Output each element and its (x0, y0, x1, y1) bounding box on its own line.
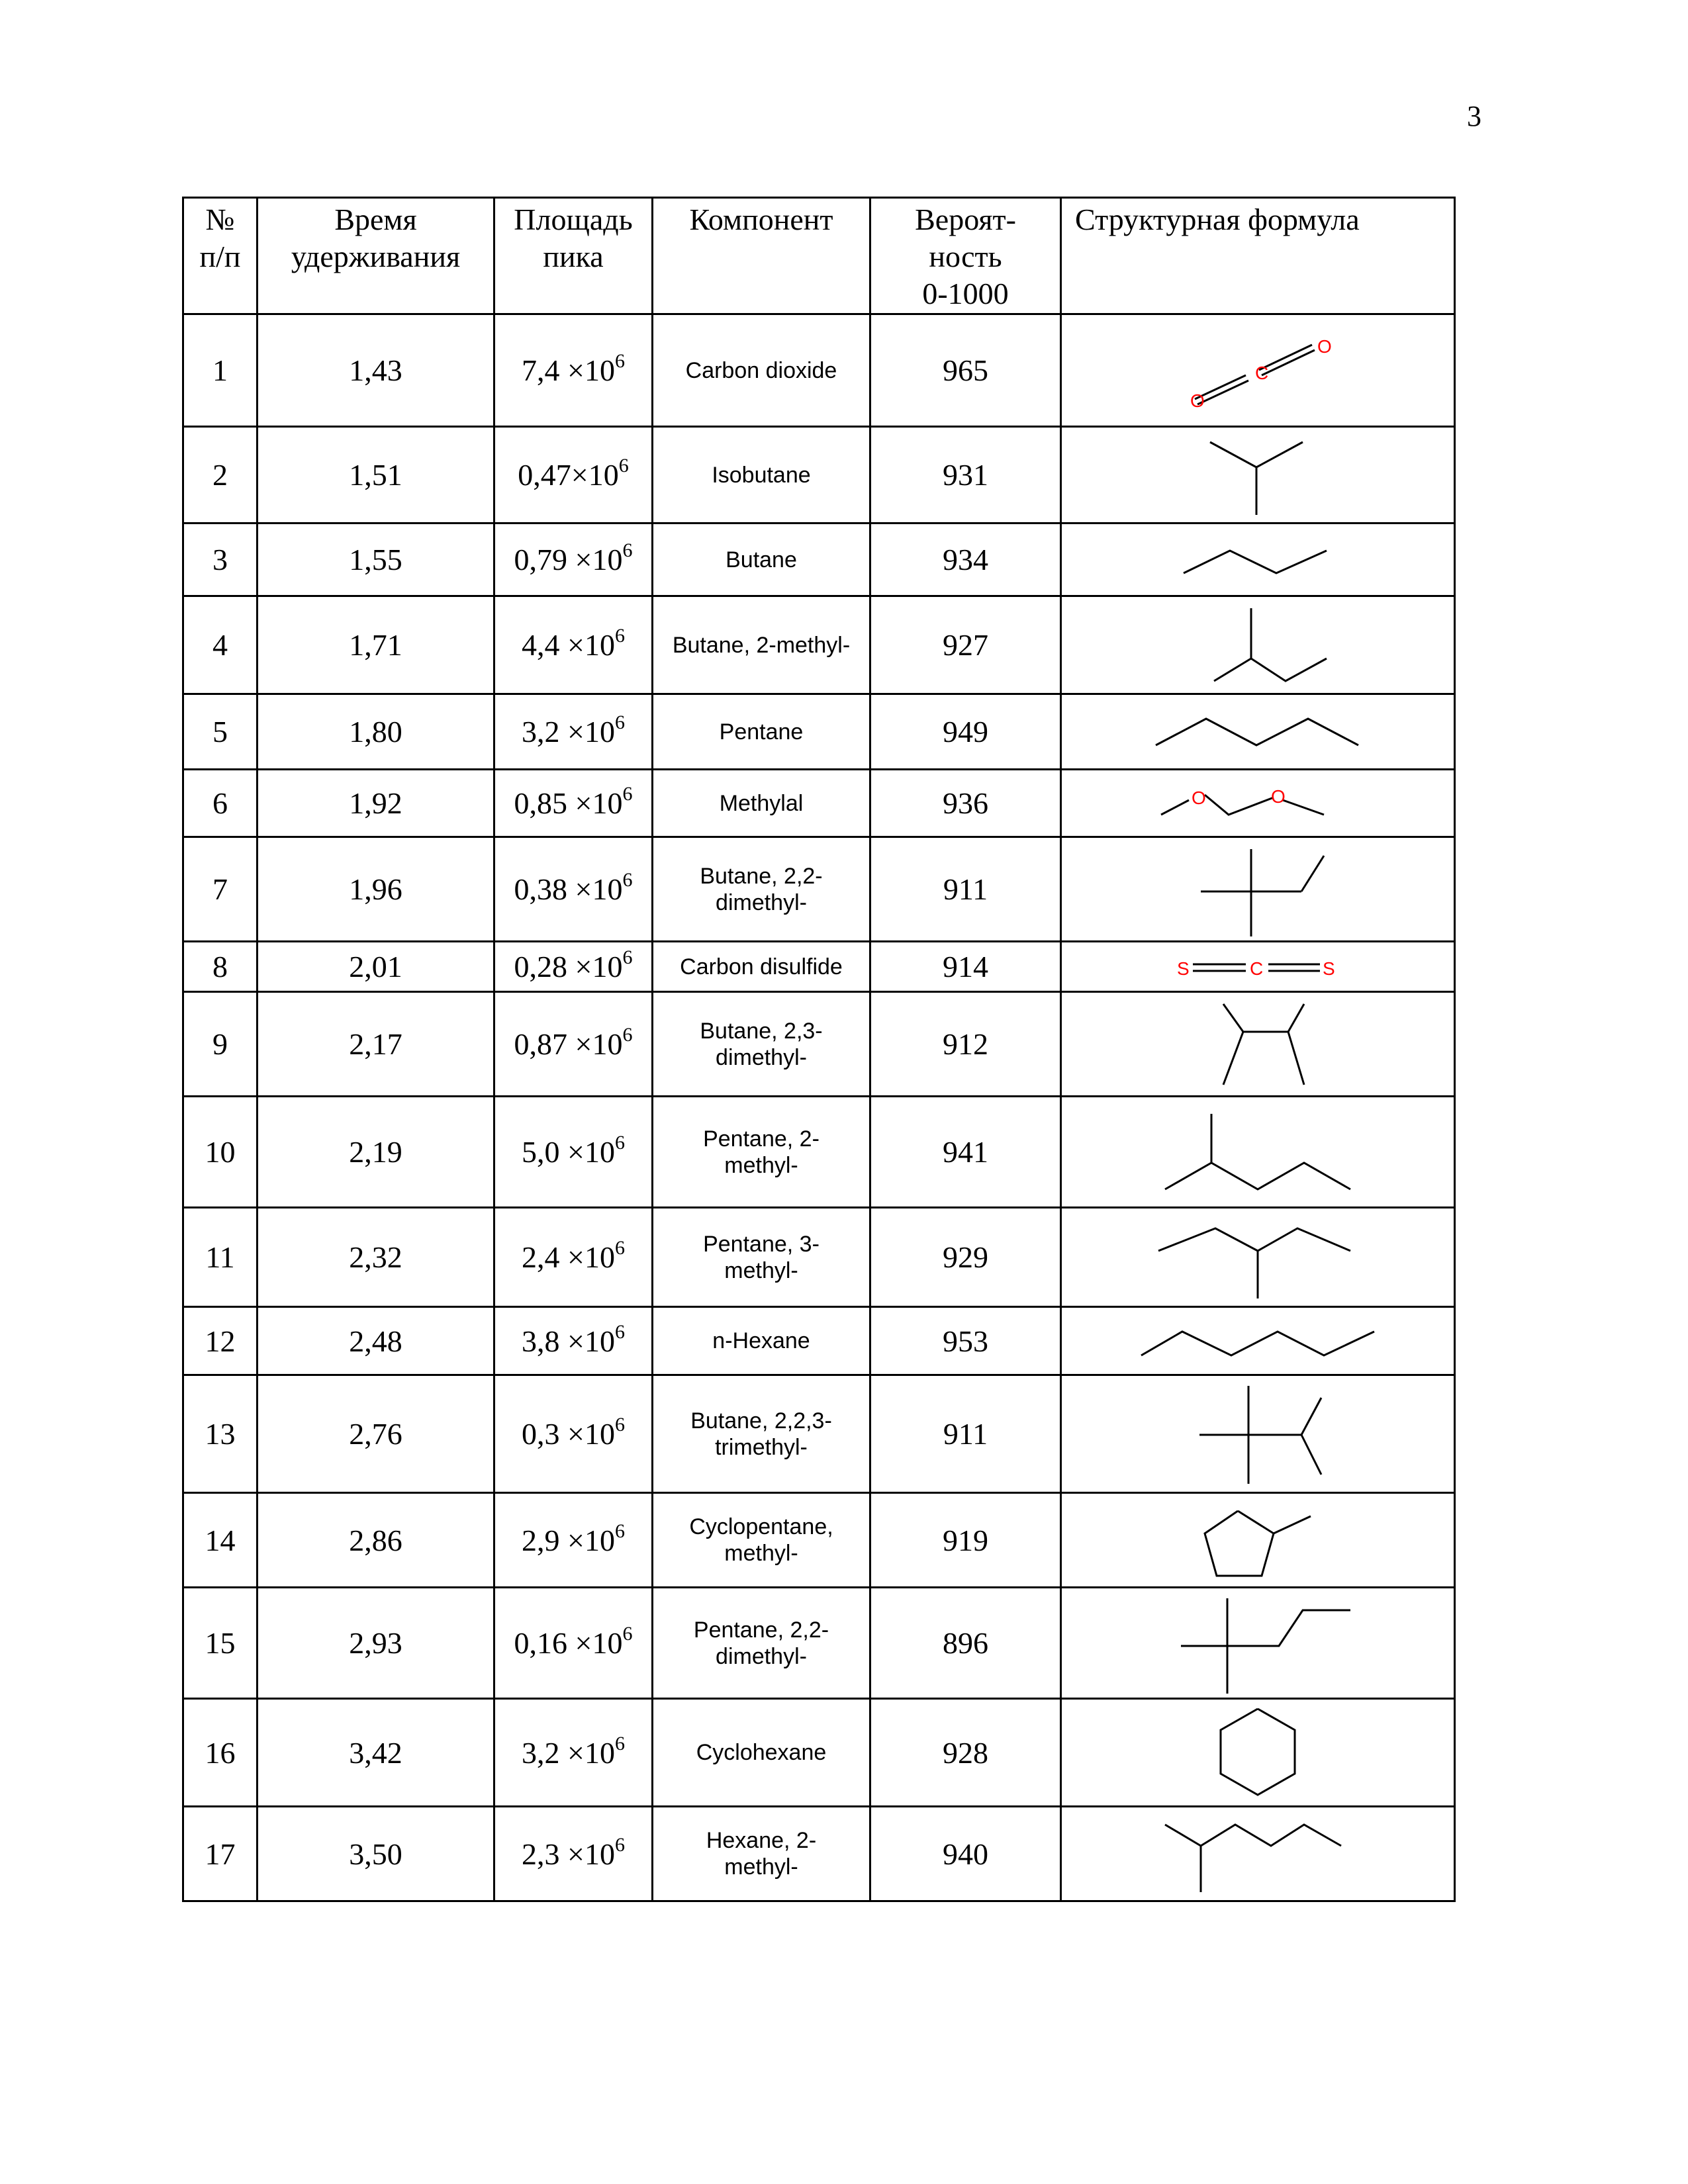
structure-butane (1158, 527, 1357, 593)
peak-area (494, 1807, 653, 1901)
match-probability: 919 (870, 1493, 1061, 1588)
retention-time: 1,71 (258, 596, 494, 694)
component-name-line: Cyclohexane (696, 1740, 827, 1765)
header-peak-area: Площадь пика (494, 198, 653, 314)
atom-label: O (1317, 336, 1332, 357)
table-row (183, 694, 1455, 770)
table-row (183, 992, 1455, 1097)
component-name (653, 427, 870, 523)
structure-2,2,3-trimethylbutane (1158, 1378, 1357, 1490)
retention-time: 2,93 (258, 1588, 494, 1699)
peak-area (494, 694, 653, 770)
retention-time: 1,55 (258, 523, 494, 596)
row-number: 16 (183, 1699, 258, 1807)
structural-formula (1061, 992, 1455, 1097)
component-name (653, 770, 870, 837)
peak-area-exponent: 6 (622, 1623, 633, 1645)
match-probability: 953 (870, 1307, 1061, 1375)
header-probability: Вероят- ность 0-1000 (870, 198, 1061, 314)
retention-time: 1,51 (258, 427, 494, 523)
peak-area-mantissa: 0,28 ×10 (514, 950, 623, 983)
component-name-line: n-Hexane (712, 1328, 810, 1353)
component-name (653, 523, 870, 596)
structural-formula (1061, 1208, 1455, 1307)
match-probability: 914 (870, 942, 1061, 992)
component-name (653, 1493, 870, 1588)
table-row (183, 1307, 1455, 1375)
peak-area (494, 1375, 653, 1493)
component-name-line: methyl- (724, 1854, 798, 1880)
peak-area-mantissa: 5,0 ×10 (522, 1135, 615, 1169)
match-probability: 940 (870, 1807, 1061, 1901)
component-name-line: Pentane, 3- (703, 1231, 820, 1257)
bond-line (1141, 1332, 1374, 1355)
match-probability: 911 (870, 1375, 1061, 1493)
component-name-line: dimethyl- (716, 889, 807, 915)
table-row (183, 1375, 1455, 1493)
component-name (653, 1699, 870, 1807)
structure-carbon-disulfide (1158, 947, 1357, 987)
table-row (183, 596, 1455, 694)
component-name-line: Cyclopentane, (689, 1514, 833, 1539)
bond-line (1210, 442, 1303, 467)
retention-time: 2,76 (258, 1375, 494, 1493)
component-name (653, 1307, 870, 1375)
retention-time: 2,01 (258, 942, 494, 992)
structural-formula (1061, 837, 1455, 942)
component-name-line: Carbon dioxide (685, 357, 837, 383)
header-retention-time: Время удерживания (258, 198, 494, 314)
row-number: 17 (183, 1807, 258, 1901)
component-name-line: dimethyl- (716, 1044, 807, 1070)
bond-line (1301, 1398, 1321, 1435)
atom-label: S (1177, 958, 1190, 979)
peak-area-exponent: 6 (614, 1520, 625, 1542)
peak-area (494, 1307, 653, 1375)
table-row (183, 523, 1455, 596)
component-name-line: Pentane (719, 719, 804, 745)
component-name (653, 837, 870, 942)
atom-label: C (1250, 958, 1264, 979)
bond-line (1301, 856, 1324, 891)
peak-area-mantissa: 0,38 ×10 (514, 872, 623, 906)
peak-area-exponent: 6 (614, 1833, 625, 1856)
bond-line (1205, 795, 1274, 815)
match-probability: 936 (870, 770, 1061, 837)
peak-area (494, 314, 653, 427)
bond-line (1221, 1709, 1295, 1795)
atom-label: C (1255, 362, 1269, 383)
peak-area-exponent: 6 (622, 869, 633, 891)
match-probability: 928 (870, 1699, 1061, 1807)
results-table (182, 197, 1456, 1902)
structure-2-methylbutane (1158, 599, 1357, 692)
peak-area (494, 1097, 653, 1208)
row-number: 4 (183, 596, 258, 694)
component-name-line: Butane, 2,2- (700, 863, 823, 889)
structural-formula (1061, 1375, 1455, 1493)
structure-methylcyclopentane (1158, 1494, 1357, 1586)
header-row (183, 198, 1455, 314)
atom-label: O (1190, 390, 1205, 411)
row-number: 13 (183, 1375, 258, 1493)
bond-line (1214, 659, 1327, 681)
table-row (183, 1807, 1455, 1901)
match-probability: 934 (870, 523, 1061, 596)
component-name (653, 942, 870, 992)
structural-formula (1061, 1307, 1455, 1375)
bond-line (1165, 1163, 1350, 1189)
atom-label: O (1271, 786, 1286, 807)
peak-area-mantissa: 2,3 ×10 (522, 1837, 615, 1871)
row-number: 7 (183, 837, 258, 942)
component-name-line: Hexane, 2- (706, 1828, 817, 1853)
structural-formula (1061, 314, 1455, 427)
match-probability: 927 (870, 596, 1061, 694)
row-number: 1 (183, 314, 258, 427)
retention-time: 1,96 (258, 837, 494, 942)
table-row (183, 942, 1455, 992)
peak-area-exponent: 6 (622, 539, 633, 561)
component-name (653, 1588, 870, 1699)
match-probability: 912 (870, 992, 1061, 1097)
peak-area-exponent: 6 (614, 350, 625, 372)
peak-area-exponent: 6 (614, 1732, 625, 1754)
bond-line (1283, 800, 1324, 815)
component-name (653, 596, 870, 694)
retention-time: 2,17 (258, 992, 494, 1097)
peak-area (494, 837, 653, 942)
component-name (653, 1375, 870, 1493)
bond-line (1184, 551, 1327, 573)
peak-area (494, 770, 653, 837)
component-name (653, 1807, 870, 1901)
bond-line (1158, 1228, 1350, 1251)
header-number: № п/п (183, 198, 258, 314)
structure-cyclohexane (1158, 1700, 1357, 1805)
structural-formula (1061, 523, 1455, 596)
table-row (183, 314, 1455, 427)
row-number: 2 (183, 427, 258, 523)
component-name-line: trimethyl- (715, 1434, 808, 1460)
peak-area (494, 992, 653, 1097)
peak-area-mantissa: 2,9 ×10 (522, 1523, 615, 1557)
table-row (183, 1588, 1455, 1699)
structure-carbon-dioxide (1158, 321, 1357, 420)
structure-2,2-dimethylpentane (1158, 1590, 1357, 1696)
table-row (183, 837, 1455, 942)
peak-area-mantissa: 0,87 ×10 (514, 1027, 623, 1061)
peak-area (494, 1493, 653, 1588)
atom-label: S (1323, 958, 1335, 979)
bond-line (1197, 381, 1248, 404)
peak-area-exponent: 6 (614, 625, 625, 647)
match-probability: 949 (870, 694, 1061, 770)
retention-time: 3,50 (258, 1807, 494, 1901)
row-number: 3 (183, 523, 258, 596)
match-probability: 965 (870, 314, 1061, 427)
peak-area (494, 1588, 653, 1699)
structural-formula (1061, 1588, 1455, 1699)
structure-isobutane (1158, 429, 1357, 522)
bond-line (1223, 1004, 1243, 1085)
peak-area-exponent: 6 (614, 1132, 625, 1154)
table-row (183, 1699, 1455, 1807)
structure-2-methylpentane (1145, 1099, 1370, 1205)
peak-area (494, 427, 653, 523)
row-number: 10 (183, 1097, 258, 1208)
match-probability: 931 (870, 427, 1061, 523)
row-number: 6 (183, 770, 258, 837)
structure-pentane (1145, 699, 1370, 765)
match-probability: 929 (870, 1208, 1061, 1307)
component-name-line: Isobutane (712, 462, 811, 488)
structure-3-methylpentane (1145, 1211, 1370, 1304)
component-name-line: Butane, 2,2,3- (690, 1408, 832, 1433)
bond-line (1205, 1511, 1274, 1576)
structure-2-methylhexane (1145, 1807, 1370, 1900)
row-number: 11 (183, 1208, 258, 1307)
peak-area (494, 1208, 653, 1307)
peak-area-exponent: 6 (622, 1024, 633, 1046)
peak-area (494, 523, 653, 596)
structural-formula (1061, 1807, 1455, 1901)
header-structural-formula: Структурная формула (1061, 198, 1455, 314)
structure-methylal (1145, 774, 1370, 833)
match-probability: 941 (870, 1097, 1061, 1208)
table-row (183, 770, 1455, 837)
peak-area-exponent: 6 (618, 455, 629, 477)
bond-line (1181, 1610, 1350, 1646)
structural-formula (1061, 1493, 1455, 1588)
table-row (183, 1208, 1455, 1307)
peak-area (494, 1699, 653, 1807)
structure-2,3-dimethylbutane (1158, 995, 1357, 1094)
row-number: 8 (183, 942, 258, 992)
component-name-line: Pentane, 2- (703, 1126, 820, 1152)
retention-time: 2,32 (258, 1208, 494, 1307)
component-name-line: Butane (726, 547, 797, 572)
component-name-line: methyl- (724, 1257, 798, 1283)
structural-formula (1061, 1699, 1455, 1807)
row-number: 14 (183, 1493, 258, 1588)
bond-line (1156, 719, 1358, 745)
structural-formula (1061, 770, 1455, 837)
bond-line (1165, 1825, 1341, 1846)
retention-time: 2,86 (258, 1493, 494, 1588)
peak-area-exponent: 6 (622, 946, 633, 968)
peak-area-mantissa: 0,79 ×10 (514, 543, 623, 576)
table-row (183, 1097, 1455, 1208)
bond-line (1288, 1004, 1304, 1085)
component-name-line: Pentane, 2,2- (693, 1617, 829, 1643)
row-number: 9 (183, 992, 258, 1097)
component-name-line: methyl- (724, 1541, 798, 1566)
retention-time: 1,92 (258, 770, 494, 837)
row-number: 5 (183, 694, 258, 770)
structure-2,2-dimethylbutane (1158, 840, 1357, 939)
peak-area-exponent: 6 (614, 1320, 625, 1343)
match-probability: 911 (870, 837, 1061, 942)
peak-area-mantissa: 3,8 ×10 (522, 1324, 615, 1358)
component-name (653, 992, 870, 1097)
component-name-line: dimethyl- (716, 1643, 807, 1669)
bond-line (1301, 1435, 1321, 1475)
peak-area-mantissa: 3,2 ×10 (522, 715, 615, 749)
bond-line (1262, 350, 1315, 375)
peak-area-exponent: 6 (622, 783, 633, 805)
peak-area-exponent: 6 (614, 1414, 625, 1435)
peak-area-mantissa: 0,3 ×10 (522, 1417, 615, 1451)
peak-area-exponent: 6 (614, 1237, 625, 1259)
header-component: Компонент (653, 198, 870, 314)
retention-time: 1,43 (258, 314, 494, 427)
component-name-line: Methylal (719, 790, 804, 816)
retention-time: 2,48 (258, 1307, 494, 1375)
page-number: 3 (1467, 100, 1481, 132)
peak-area-mantissa: 0,85 ×10 (514, 786, 623, 820)
structural-formula (1061, 942, 1455, 992)
peak-area-exponent: 6 (614, 711, 625, 733)
peak-area-mantissa: 0,47×10 (518, 458, 619, 492)
match-probability: 896 (870, 1588, 1061, 1699)
row-number: 15 (183, 1588, 258, 1699)
peak-area-mantissa: 0,16 ×10 (514, 1626, 623, 1660)
bond-line (1274, 1516, 1311, 1533)
retention-time: 1,80 (258, 694, 494, 770)
atom-label: O (1192, 787, 1206, 808)
component-name-line: Butane, 2,3- (700, 1018, 823, 1044)
component-name (653, 1208, 870, 1307)
structural-formula (1061, 596, 1455, 694)
component-name-line: Butane, 2-methyl- (672, 632, 851, 658)
peak-area (494, 596, 653, 694)
component-name (653, 314, 870, 427)
peak-area-mantissa: 7,4 ×10 (522, 353, 615, 387)
table-row (183, 427, 1455, 523)
component-name (653, 1097, 870, 1208)
component-name-line: methyl- (724, 1152, 798, 1178)
structural-formula (1061, 694, 1455, 770)
peak-area-mantissa: 4,4 ×10 (522, 628, 615, 662)
bond-line (1161, 800, 1189, 815)
peak-area-mantissa: 3,2 ×10 (522, 1735, 615, 1770)
row-number: 12 (183, 1307, 258, 1375)
retention-time: 2,19 (258, 1097, 494, 1208)
structure-n-hexane (1132, 1308, 1383, 1374)
structural-formula (1061, 427, 1455, 523)
component-name-line: Carbon disulfide (680, 954, 843, 979)
table-row (183, 1493, 1455, 1588)
retention-time: 3,42 (258, 1699, 494, 1807)
structural-formula (1061, 1097, 1455, 1208)
peak-area (494, 942, 653, 992)
component-name (653, 694, 870, 770)
peak-area-mantissa: 2,4 ×10 (522, 1240, 615, 1274)
